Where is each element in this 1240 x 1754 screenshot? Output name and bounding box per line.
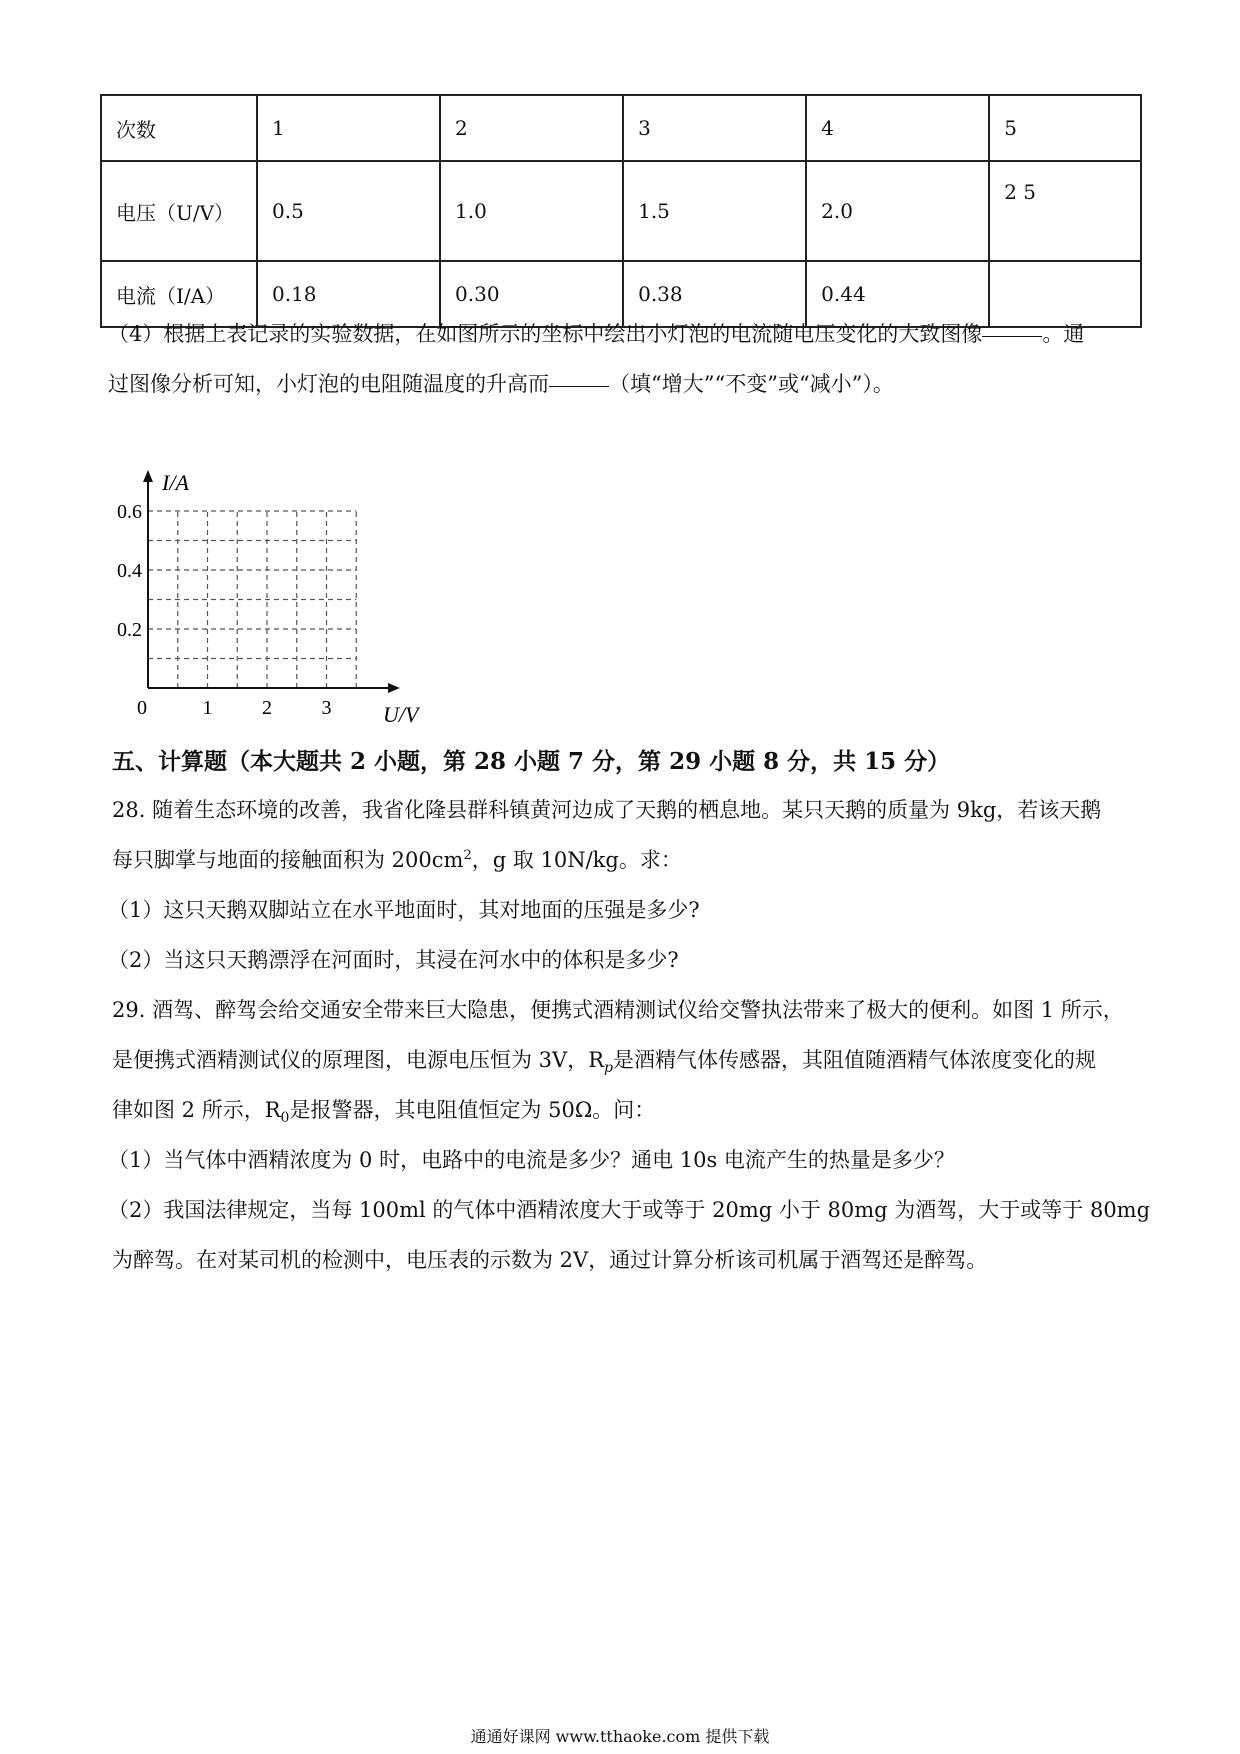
subscript: p xyxy=(604,1060,613,1077)
table-cell: 0.18 xyxy=(257,261,440,327)
q28-sub1: （1）这只天鹅双脚站立在水平地面时，其对地面的压强是多少? xyxy=(108,898,700,922)
table-cell: 1.0 xyxy=(440,161,623,261)
q4-text: （填“增大”“不变”或“减小”）。 xyxy=(609,372,894,396)
q28-line2 xyxy=(112,846,682,875)
y-axis-label: I/A xyxy=(162,470,189,495)
x-axis-label: U/V xyxy=(383,702,419,727)
section-title: 五、计算题（本大题共 2 小题，第 28 小题 7 分，第 29 小题 8 分，共 15 分） xyxy=(112,748,951,775)
subscript: 0 xyxy=(280,1110,290,1127)
table-cell: 2 5 xyxy=(989,161,1141,261)
table-cell: 3 xyxy=(623,95,806,161)
q29-sub2-line2: 为醉驾。在对某司机的检测中，电压表的示数为 2V，通过计算分析该司机属于酒驾还是醉驾。 xyxy=(112,1248,988,1272)
answer-blank xyxy=(549,385,609,387)
q4-text: （4）根据上表记录的实验数据，在如图所示的坐标中绘出小灯泡的电流随电压变化的大致图像 xyxy=(108,322,983,346)
table-cell: 0.5 xyxy=(257,161,440,261)
q28-line1: 28. 随着生态环境的改善，我省化隆县群科镇黄河边成了天鹅的栖息地。某只天鹅的质量为 9kg，若该天鹅 xyxy=(112,798,1102,822)
table-cell: 2 xyxy=(440,95,623,161)
q4-text: 过图像分析可知，小灯泡的电阻随温度的升高而 xyxy=(108,372,549,396)
table-cell: 次数 xyxy=(101,95,257,161)
x-tick-label: 1 xyxy=(202,697,213,719)
q29-text: 是报警器，其电阻值恒定为 50Ω。问： xyxy=(289,1098,656,1122)
table-cell: 0.30 xyxy=(440,261,623,327)
q4-text: 。通 xyxy=(1042,322,1085,346)
table-cell xyxy=(989,261,1141,327)
superscript: 2 xyxy=(463,848,472,863)
footer: 通通好课网 www.tthaoke.com 提供下载 xyxy=(470,1727,770,1746)
table-row xyxy=(101,95,1141,161)
chart-ticks xyxy=(117,501,332,719)
q4-line1 xyxy=(108,320,1084,349)
table-row xyxy=(101,261,1141,327)
experiment-table xyxy=(100,94,1142,328)
table-row xyxy=(101,161,1141,261)
q4-line2 xyxy=(108,370,894,399)
chart-grid xyxy=(148,511,356,688)
table-cell: 4 xyxy=(806,95,989,161)
q28-text: ，g 取 10N/kg。求： xyxy=(471,848,682,872)
q29-sub1: （1）当气体中酒精浓度为 0 时，电路中的电流是多少？通电 10s 电流产生的热量是多少？ xyxy=(108,1148,955,1172)
answer-blank xyxy=(982,335,1042,337)
y-tick-label: 0.2 xyxy=(117,619,142,641)
table-cell: 电流（I/A） xyxy=(101,261,257,327)
q29-text: 是便携式酒精测试仪的原理图，电源电压恒为 3V，R xyxy=(112,1048,605,1072)
table-cell: 2.0 xyxy=(806,161,989,261)
x-tick-label: 2 xyxy=(262,697,272,719)
y-axis-arrow xyxy=(143,470,153,482)
q28-text: 每只脚掌与地面的接触面积为 200cm xyxy=(112,848,464,872)
x-tick-label: 3 xyxy=(321,697,332,719)
y-tick-label: 0.4 xyxy=(117,560,142,582)
table-cell: 电压（U/V） xyxy=(101,161,257,261)
q29-line2 xyxy=(112,1046,1096,1079)
q29-sub2-line1: （2）我国法律规定，当每 100ml 的气体中酒精浓度大于或等于 20mg 小于 80mg 为酒驾，大于或等于 80mg xyxy=(108,1198,1151,1222)
q29-line3 xyxy=(112,1096,655,1129)
q28-sub2: （2）当这只天鹅漂浮在河面时，其浸在河水中的体积是多少? xyxy=(108,948,679,972)
coordinate-chart xyxy=(100,460,420,740)
table-cell: 5 xyxy=(989,95,1141,161)
table-cell: 1 xyxy=(257,95,440,161)
y-tick-label: 0.6 xyxy=(117,501,142,523)
chart-axes xyxy=(143,470,400,693)
table-cell: 0.38 xyxy=(623,261,806,327)
x-axis-arrow xyxy=(388,683,400,693)
q29-text: 是酒精气体传感器，其阻值随酒精气体浓度变化的规 xyxy=(612,1048,1096,1072)
q29-text: 律如图 2 所示，R xyxy=(112,1098,281,1122)
q29-line1: 29. 酒驾、醉驾会给交通安全带来巨大隐患，便携式酒精测试仪给交警执法带来了极大的便利。如图 1 所示， xyxy=(112,998,1124,1022)
x-tick-label: 0 xyxy=(137,697,147,719)
table-cell: 0.44 xyxy=(806,261,989,327)
table-cell: 1.5 xyxy=(623,161,806,261)
